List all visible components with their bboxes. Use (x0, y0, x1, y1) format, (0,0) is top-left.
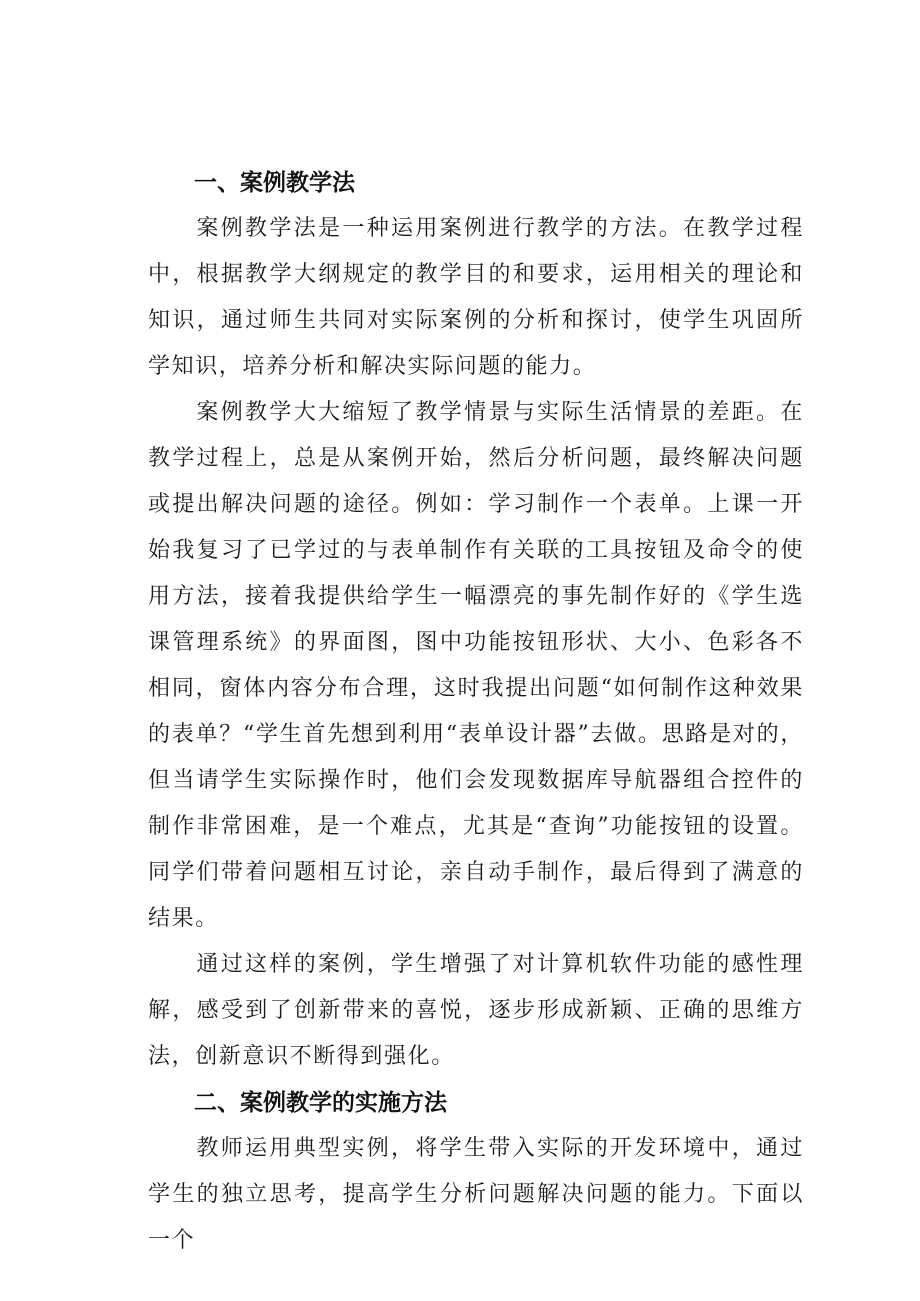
section-heading-implementation-method: 二、案例教学的实施方法 (194, 1090, 447, 1116)
paragraph-case-teaching-example: 案例教学大大缩短了教学情景与实际生活情景的差距。在教学过程上，总是从案例开始，然后分析问题，最终解决问题或提出解决问题的途径。例如：学习制作一个表单。上课一开始我复习了已学过的与表单制作有关联的工具按钮及命令的使用方法，接着我提供给学生一幅漂亮的事先制作好的《学生选课管理系统》的界面图，图中功能按钮形状、大小、色彩各不相同，窗体内容分布合理，这时我提出问题“如何制作这种效果的表单？“学生首先想到利用“表单设计器”去做。思路是对的，但当请学生实际操作时，他们会发现数据库导航器组合控件的制作非常困难，是一个难点，尤其是“查询”功能按钮的设置。同学们带着问题相互讨论，亲自动手制作，最后得到了满意的结果。 (148, 400, 804, 931)
paragraph-implementation-intro: 教师运用典型实例，将学生带入实际的开发环境中，通过学生的独立思考，提高学生分析问题解决问题的能力。下面以一个 (148, 1136, 804, 1253)
paragraph-case-teaching-definition: 案例教学法是一种运用案例进行教学的方法。在教学过程中，根据教学大纲规定的教学目的和要求，运用相关的理论和知识，通过师生共同对实际案例的分析和探讨，使学生巩固所学知识，培养分析和解决实际问题的能力。 (148, 216, 804, 379)
document-body (148, 160, 804, 1264)
section-heading-case-teaching-method: 一、案例教学法 (194, 170, 355, 196)
paragraph-case-teaching-outcome: 通过这样的案例，学生增强了对计算机软件功能的感性理解，感受到了创新带来的喜悦，逐步形成新颖、正确的思维方法，创新意识不断得到强化。 (148, 952, 804, 1069)
